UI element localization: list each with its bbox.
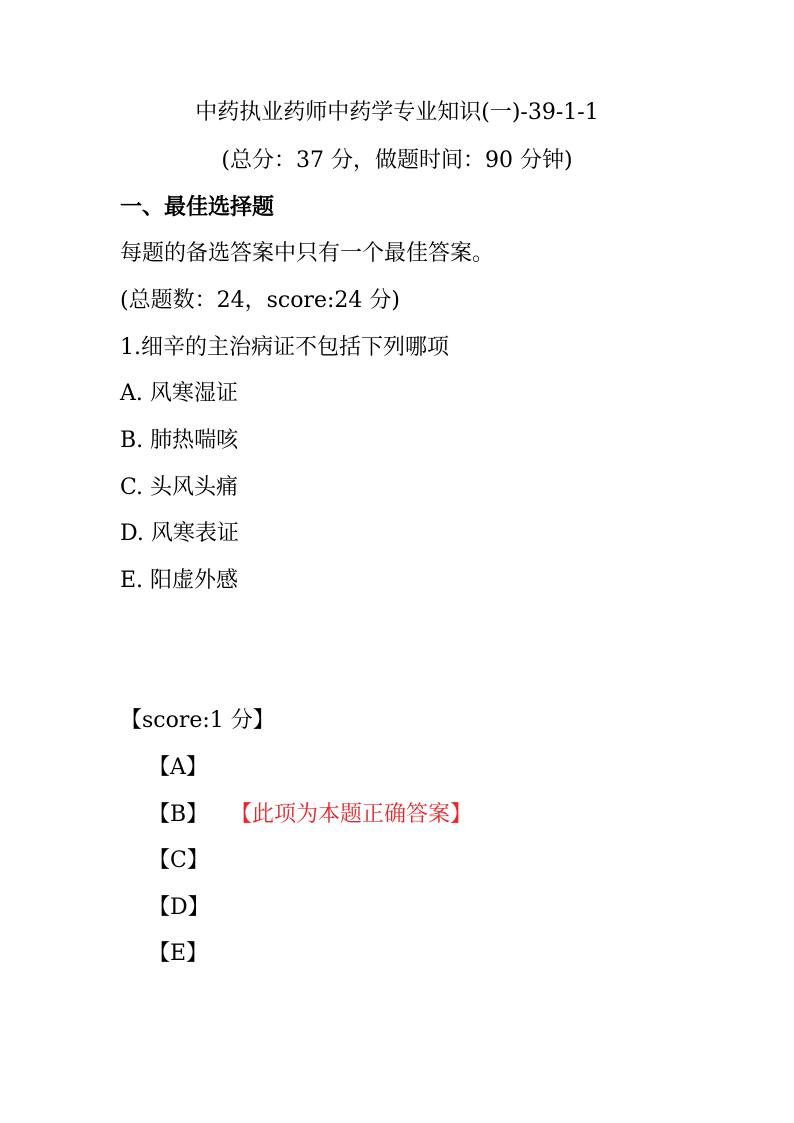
question-option-a: A. 风寒湿证	[120, 381, 238, 406]
exam-subtitle: (总分：37 分，做题时间：90 分钟)	[221, 148, 573, 173]
answer-choice-b: 【B】	[148, 802, 209, 827]
question-option-b: B. 肺热喘咳	[120, 428, 239, 453]
answer-choice-d: 【D】	[148, 895, 210, 920]
question-option-c: C. 头风头痛	[120, 475, 239, 500]
question-option-d: D. 风寒表证	[120, 521, 239, 546]
question-option-e: E. 阳虚外感	[120, 568, 239, 593]
answer-choice-e: 【E】	[148, 941, 209, 966]
section-meta: (总题数：24，score:24 分)	[120, 288, 400, 313]
section-instruction: 每题的备选答案中只有一个最佳答案。	[120, 241, 495, 266]
exam-title: 中药执业药师中药学专业知识(一)-39-1-1	[195, 100, 599, 125]
answer-score: 【score:1 分】	[120, 708, 275, 733]
correct-answer-note: 【此项为本题正确答案】	[230, 802, 473, 827]
answer-choice-c: 【C】	[148, 848, 209, 873]
section-heading: 一、最佳选择题	[120, 195, 275, 220]
question-stem: 1.细辛的主治病证不包括下列哪项	[120, 335, 449, 360]
answer-choice-a: 【A】	[148, 755, 208, 780]
